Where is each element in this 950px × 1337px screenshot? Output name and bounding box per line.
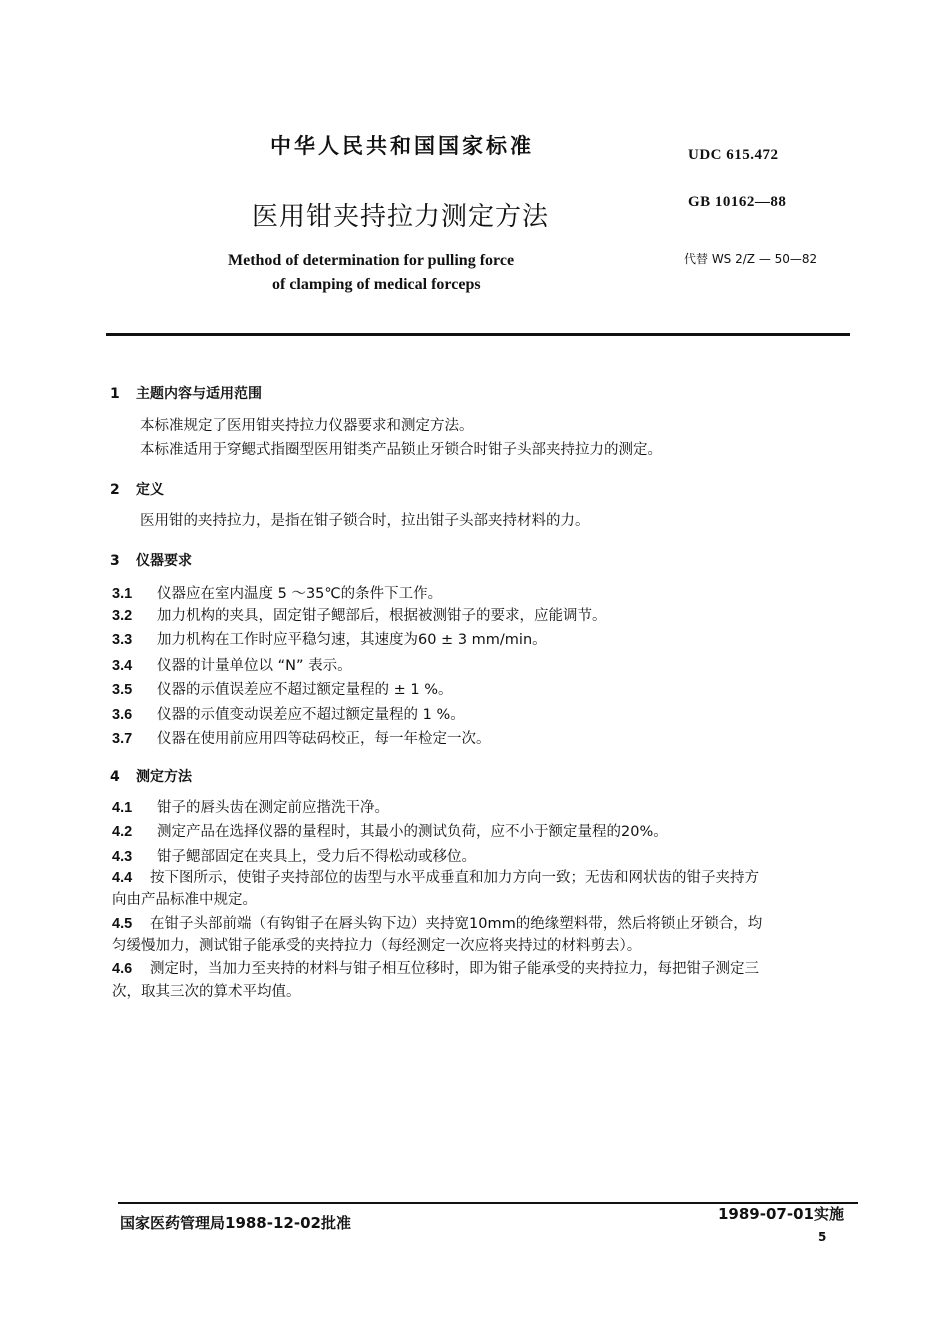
clause-text: 按下图所示，使钳子夹持部位的齿型与水平成垂直和加力方向一致；无齿和网状齿的钳子夹持方: [150, 870, 759, 886]
section-1-paragraph-2: 本标准适用于穿鳃式指圈型医用钳类产品锁止牙锁合时钳子头部夹持拉力的测定。: [140, 442, 662, 458]
clause-text: 仪器的示值误差应不超过额定量程的 ± 1 %。: [157, 682, 453, 698]
clause-3-4: [112, 654, 352, 675]
clause-number: 4.3: [112, 849, 133, 865]
clause-3-2: [112, 604, 607, 625]
section-2-heading: [110, 479, 164, 499]
document-title-en-line2: of clamping of medical forceps: [272, 276, 481, 293]
document-title-en-line1: Method of determination for pulling force: [228, 252, 515, 269]
clause-text: 仪器在使用前应用四等砝码校正，每一年检定一次。: [157, 731, 491, 747]
gb-number: GB 10162—88: [688, 194, 787, 210]
section-1-heading: [110, 383, 262, 403]
clause-4-4-continuation: 向由产品标准中规定。: [112, 892, 257, 908]
clause-number: 3.1: [112, 586, 133, 602]
clause-4-1: [112, 796, 389, 817]
clause-text: 加力机构的夹具，固定钳子鳃部后，根据被测钳子的要求，应能调节。: [157, 608, 607, 624]
clause-3-3: [112, 628, 547, 649]
clause-4-6-continuation: 次，取其三次的算术平均值。: [112, 984, 301, 1000]
clause-3-1: [112, 582, 442, 603]
clause-number: 4.6: [112, 961, 133, 977]
clause-text: 在钳子头部前端（有钩钳子在唇头钩下边）夹持宽10mm的绝缘塑料带，然后将锁止牙锁合，均: [150, 916, 763, 932]
national-standard-heading: 中华人民共和国国家标准: [270, 134, 534, 158]
clause-number: 4.1: [112, 800, 133, 816]
implementation-date: 1989-07-01实施: [718, 1205, 844, 1223]
clause-number: 3.6: [112, 707, 133, 723]
section-title: 仪器要求: [136, 553, 192, 569]
clause-text: 仪器的示值变动误差应不超过额定量程的 1 %。: [157, 707, 465, 723]
clause-text: 仪器的计量单位以 “N” 表示。: [157, 658, 352, 674]
clause-number: 3.4: [112, 658, 133, 674]
section-number: 4: [110, 769, 120, 785]
clause-number: 3.2: [112, 608, 133, 624]
section-4-heading: [110, 766, 192, 786]
approval-line: 国家医药管理局1988-12-02批准: [120, 1214, 351, 1232]
udc-code: UDC 615.472: [688, 147, 779, 163]
clause-4-3: [112, 845, 476, 866]
clause-number: 3.7: [112, 731, 133, 747]
clause-4-6: [112, 957, 759, 978]
clause-4-4: [112, 866, 759, 887]
replaces-standard: 代替 WS 2/Z — 50—82: [684, 252, 818, 266]
section-2-paragraph-1: 医用钳的夹持拉力，是指在钳子锁合时，拉出钳子头部夹持材料的力。: [140, 513, 590, 529]
clause-4-5-continuation: 匀缓慢加力，测试钳子能承受的夹持拉力（每经测定一次应将夹持过的材料剪去）。: [112, 938, 642, 954]
clause-text: 仪器应在室内温度 5 ～35℃的条件下工作。: [157, 586, 443, 602]
section-number: 1: [110, 386, 120, 402]
clause-number: 4.4: [112, 870, 133, 886]
section-title: 测定方法: [136, 769, 192, 785]
clause-number: 4.5: [112, 916, 133, 932]
page-number: 5: [818, 1230, 827, 1244]
section-title: 主题内容与适用范围: [136, 386, 262, 402]
clause-3-5: [112, 678, 452, 699]
section-title: 定义: [136, 482, 164, 498]
clause-text: 加力机构在工作时应平稳匀速，其速度为60 ± 3 mm/min。: [157, 632, 547, 648]
clause-3-6: [112, 703, 465, 724]
clause-number: 3.5: [112, 682, 133, 698]
clause-text: 钳子的唇头齿在测定前应揩洗干净。: [157, 800, 389, 816]
clause-text: 测定产品在选择仪器的量程时，其最小的测试负荷，应不小于额定量程的20%。: [157, 824, 668, 840]
section-number: 2: [110, 482, 120, 498]
clause-4-2: [112, 820, 668, 841]
clause-4-5: [112, 912, 762, 933]
header-divider: [106, 333, 850, 336]
section-3-heading: [110, 550, 192, 570]
document-title-cn: 医用钳夹持拉力测定方法: [252, 202, 550, 232]
section-number: 3: [110, 553, 120, 569]
clause-text: 钳子鳃部固定在夹具上，受力后不得松动或移位。: [157, 849, 476, 865]
clause-number: 3.3: [112, 632, 133, 648]
section-1-paragraph-1: 本标准规定了医用钳夹持拉力仪器要求和测定方法。: [140, 418, 474, 434]
clause-number: 4.2: [112, 824, 133, 840]
clause-3-7: [112, 727, 491, 748]
clause-text: 测定时，当加力至夹持的材料与钳子相互位移时，即为钳子能承受的夹持拉力，每把钳子测定三: [150, 961, 759, 977]
